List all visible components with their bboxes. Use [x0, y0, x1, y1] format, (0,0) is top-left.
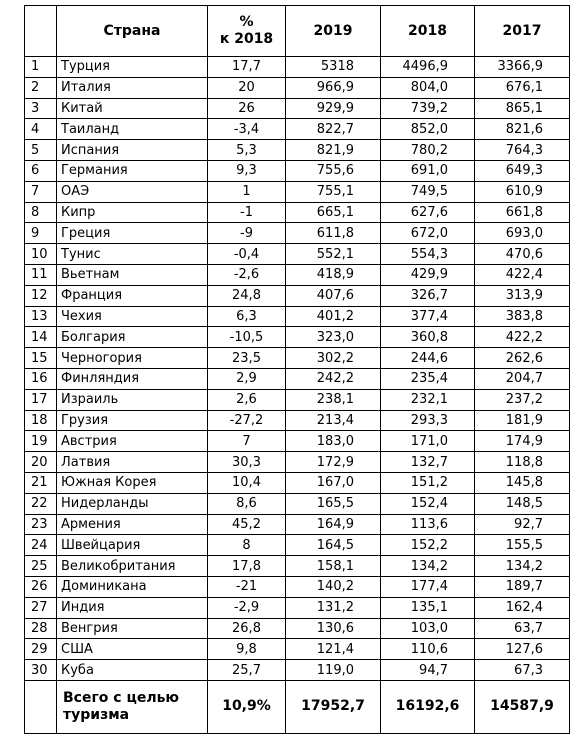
row-2018: 177,4 [381, 576, 475, 597]
tourism-table [24, 5, 570, 734]
row-2019: 755,6 [286, 160, 381, 181]
row-pct: 2,6 [208, 389, 286, 410]
table-row [25, 223, 570, 244]
row-pct: -2,6 [208, 264, 286, 285]
row-country: Латвия [57, 452, 208, 473]
row-index: 19 [25, 431, 57, 452]
row-index: 23 [25, 514, 57, 535]
row-index: 24 [25, 535, 57, 556]
row-2017: 189,7 [475, 576, 570, 597]
table-row [25, 327, 570, 348]
row-index: 18 [25, 410, 57, 431]
row-pct: 5,3 [208, 140, 286, 161]
row-country: Южная Корея [57, 472, 208, 493]
row-pct: 23,5 [208, 348, 286, 369]
row-country: Чехия [57, 306, 208, 327]
header-pct-line1: % [239, 14, 254, 30]
row-pct: -1 [208, 202, 286, 223]
header-pct-line2: к 2018 [219, 31, 274, 47]
row-country: Черногория [57, 348, 208, 369]
row-2018: 232,1 [381, 389, 475, 410]
row-country: Кипр [57, 202, 208, 223]
row-2017: 127,6 [475, 639, 570, 660]
total-row [25, 680, 570, 733]
row-2018: 780,2 [381, 140, 475, 161]
row-2018: 152,2 [381, 535, 475, 556]
row-2019: 238,1 [286, 389, 381, 410]
row-pct: 45,2 [208, 514, 286, 535]
row-2017: 383,8 [475, 306, 570, 327]
row-index: 1 [25, 57, 57, 78]
row-country: Куба [57, 660, 208, 681]
row-2019: 407,6 [286, 285, 381, 306]
row-2019: 822,7 [286, 119, 381, 140]
row-2019: 121,4 [286, 639, 381, 660]
header-2019: 2019 [286, 6, 381, 57]
row-index: 25 [25, 556, 57, 577]
row-2018: 110,6 [381, 639, 475, 660]
row-2019: 164,5 [286, 535, 381, 556]
row-2019: 401,2 [286, 306, 381, 327]
row-2017: 470,6 [475, 244, 570, 265]
row-2017: 148,5 [475, 493, 570, 514]
row-2017: 237,2 [475, 389, 570, 410]
row-2017: 764,3 [475, 140, 570, 161]
row-2017: 865,1 [475, 98, 570, 119]
header-row [25, 6, 570, 57]
row-2019: 242,2 [286, 368, 381, 389]
row-2017: 422,2 [475, 327, 570, 348]
row-pct: 26,8 [208, 618, 286, 639]
row-pct: 30,3 [208, 452, 286, 473]
row-country: Франция [57, 285, 208, 306]
table-row [25, 264, 570, 285]
row-2019: 821,9 [286, 140, 381, 161]
row-index: 4 [25, 119, 57, 140]
row-country: Великобритания [57, 556, 208, 577]
row-2019: 552,1 [286, 244, 381, 265]
row-2017: 181,9 [475, 410, 570, 431]
row-index: 8 [25, 202, 57, 223]
table-row [25, 514, 570, 535]
row-2018: 377,4 [381, 306, 475, 327]
row-2017: 313,9 [475, 285, 570, 306]
row-index: 29 [25, 639, 57, 660]
row-2018: 672,0 [381, 223, 475, 244]
row-2018: 94,7 [381, 660, 475, 681]
table-row [25, 660, 570, 681]
header-country: Страна [57, 6, 208, 57]
table-row [25, 431, 570, 452]
row-country: Германия [57, 160, 208, 181]
row-pct: -0,4 [208, 244, 286, 265]
row-pct: 9,8 [208, 639, 286, 660]
table-row [25, 389, 570, 410]
row-2019: 929,9 [286, 98, 381, 119]
table-row [25, 77, 570, 98]
total-pct: 10,9% [208, 680, 286, 733]
row-country: Тунис [57, 244, 208, 265]
row-index: 27 [25, 597, 57, 618]
row-index: 30 [25, 660, 57, 681]
row-2019: 966,9 [286, 77, 381, 98]
row-2017: 204,7 [475, 368, 570, 389]
row-2018: 627,6 [381, 202, 475, 223]
row-2017: 145,8 [475, 472, 570, 493]
row-index: 28 [25, 618, 57, 639]
row-country: Доминикана [57, 576, 208, 597]
total-label: Всего с целью туризма [57, 680, 208, 733]
row-index: 2 [25, 77, 57, 98]
row-index: 11 [25, 264, 57, 285]
row-2017: 174,9 [475, 431, 570, 452]
row-2018: 4496,9 [381, 57, 475, 78]
row-2019: 183,0 [286, 431, 381, 452]
row-2018: 852,0 [381, 119, 475, 140]
table-row [25, 639, 570, 660]
total-2019: 17952,7 [286, 680, 381, 733]
row-2018: 749,5 [381, 181, 475, 202]
row-country: Индия [57, 597, 208, 618]
row-2018: 171,0 [381, 431, 475, 452]
row-pct: -10,5 [208, 327, 286, 348]
row-2019: 131,2 [286, 597, 381, 618]
row-2018: 151,2 [381, 472, 475, 493]
row-index: 21 [25, 472, 57, 493]
row-pct: -3,4 [208, 119, 286, 140]
row-index: 26 [25, 576, 57, 597]
row-index: 10 [25, 244, 57, 265]
row-index: 12 [25, 285, 57, 306]
table-row [25, 472, 570, 493]
table-row [25, 576, 570, 597]
row-country: Австрия [57, 431, 208, 452]
header-pct [208, 6, 286, 57]
row-country: Болгария [57, 327, 208, 348]
row-country: Испания [57, 140, 208, 161]
row-2018: 739,2 [381, 98, 475, 119]
table-row [25, 556, 570, 577]
row-country: Венгрия [57, 618, 208, 639]
row-2018: 152,4 [381, 493, 475, 514]
row-2018: 235,4 [381, 368, 475, 389]
row-2018: 293,3 [381, 410, 475, 431]
row-2019: 665,1 [286, 202, 381, 223]
row-2017: 676,1 [475, 77, 570, 98]
header-2017: 2017 [475, 6, 570, 57]
table-row [25, 160, 570, 181]
row-pct: 25,7 [208, 660, 286, 681]
total-index [25, 680, 57, 733]
table-row [25, 410, 570, 431]
row-country: Нидерланды [57, 493, 208, 514]
row-country: Финляндия [57, 368, 208, 389]
row-2019: 213,4 [286, 410, 381, 431]
row-pct: 8 [208, 535, 286, 556]
row-index: 6 [25, 160, 57, 181]
table-row [25, 618, 570, 639]
table-body [25, 57, 570, 681]
header-index [25, 6, 57, 57]
table-row [25, 140, 570, 161]
table-header [25, 6, 570, 57]
row-2017: 67,3 [475, 660, 570, 681]
row-2017: 3366,9 [475, 57, 570, 78]
row-country: Италия [57, 77, 208, 98]
row-2018: 326,7 [381, 285, 475, 306]
row-2017: 610,9 [475, 181, 570, 202]
row-country: ОАЭ [57, 181, 208, 202]
row-2019: 5318 [286, 57, 381, 78]
row-pct: 26 [208, 98, 286, 119]
row-index: 22 [25, 493, 57, 514]
row-2017: 63,7 [475, 618, 570, 639]
row-2019: 119,0 [286, 660, 381, 681]
row-2017: 118,8 [475, 452, 570, 473]
row-index: 5 [25, 140, 57, 161]
row-2018: 135,1 [381, 597, 475, 618]
row-2017: 821,6 [475, 119, 570, 140]
row-2019: 418,9 [286, 264, 381, 285]
row-2019: 158,1 [286, 556, 381, 577]
row-2019: 164,9 [286, 514, 381, 535]
row-2019: 611,8 [286, 223, 381, 244]
table-row [25, 306, 570, 327]
row-country: Вьетнам [57, 264, 208, 285]
row-2019: 165,5 [286, 493, 381, 514]
row-2017: 422,4 [475, 264, 570, 285]
header-2018: 2018 [381, 6, 475, 57]
row-country: Китай [57, 98, 208, 119]
row-2017: 649,3 [475, 160, 570, 181]
row-2019: 140,2 [286, 576, 381, 597]
row-2018: 429,9 [381, 264, 475, 285]
row-pct: 9,3 [208, 160, 286, 181]
row-2019: 130,6 [286, 618, 381, 639]
row-pct: 17,8 [208, 556, 286, 577]
row-country: Таиланд [57, 119, 208, 140]
row-2017: 162,4 [475, 597, 570, 618]
row-index: 15 [25, 348, 57, 369]
row-index: 16 [25, 368, 57, 389]
row-pct: 24,8 [208, 285, 286, 306]
row-2018: 132,7 [381, 452, 475, 473]
row-pct: -21 [208, 576, 286, 597]
row-pct: 20 [208, 77, 286, 98]
row-country: Греция [57, 223, 208, 244]
row-index: 3 [25, 98, 57, 119]
row-2018: 360,8 [381, 327, 475, 348]
row-country: Турция [57, 57, 208, 78]
row-pct: -9 [208, 223, 286, 244]
table-row [25, 244, 570, 265]
row-country: Грузия [57, 410, 208, 431]
row-country: Швейцария [57, 535, 208, 556]
row-country: Армения [57, 514, 208, 535]
row-index: 14 [25, 327, 57, 348]
total-2017: 14587,9 [475, 680, 570, 733]
row-2018: 113,6 [381, 514, 475, 535]
row-country: Израиль [57, 389, 208, 410]
row-2019: 323,0 [286, 327, 381, 348]
row-2017: 262,6 [475, 348, 570, 369]
row-index: 17 [25, 389, 57, 410]
row-index: 9 [25, 223, 57, 244]
row-pct: 2,9 [208, 368, 286, 389]
row-pct: 8,6 [208, 493, 286, 514]
row-2017: 693,0 [475, 223, 570, 244]
row-index: 7 [25, 181, 57, 202]
row-2018: 134,2 [381, 556, 475, 577]
table-row [25, 493, 570, 514]
table-row [25, 57, 570, 78]
row-index: 13 [25, 306, 57, 327]
row-2017: 134,2 [475, 556, 570, 577]
row-pct: -27,2 [208, 410, 286, 431]
row-2018: 103,0 [381, 618, 475, 639]
row-2018: 804,0 [381, 77, 475, 98]
row-2019: 302,2 [286, 348, 381, 369]
table-row [25, 452, 570, 473]
row-2018: 244,6 [381, 348, 475, 369]
row-2018: 691,0 [381, 160, 475, 181]
row-2018: 554,3 [381, 244, 475, 265]
row-2017: 661,8 [475, 202, 570, 223]
table-row [25, 202, 570, 223]
row-pct: 10,4 [208, 472, 286, 493]
total-2018: 16192,6 [381, 680, 475, 733]
row-country: США [57, 639, 208, 660]
table-row [25, 597, 570, 618]
row-pct: 7 [208, 431, 286, 452]
row-2017: 92,7 [475, 514, 570, 535]
table-row [25, 368, 570, 389]
table-row [25, 98, 570, 119]
row-2019: 755,1 [286, 181, 381, 202]
row-pct: -2,9 [208, 597, 286, 618]
row-2017: 155,5 [475, 535, 570, 556]
table-row [25, 181, 570, 202]
table-row [25, 348, 570, 369]
row-pct: 17,7 [208, 57, 286, 78]
row-2019: 172,9 [286, 452, 381, 473]
table-row [25, 535, 570, 556]
table-row [25, 285, 570, 306]
row-pct: 1 [208, 181, 286, 202]
table-footer [25, 680, 570, 733]
row-pct: 6,3 [208, 306, 286, 327]
row-index: 20 [25, 452, 57, 473]
row-2019: 167,0 [286, 472, 381, 493]
table-row [25, 119, 570, 140]
